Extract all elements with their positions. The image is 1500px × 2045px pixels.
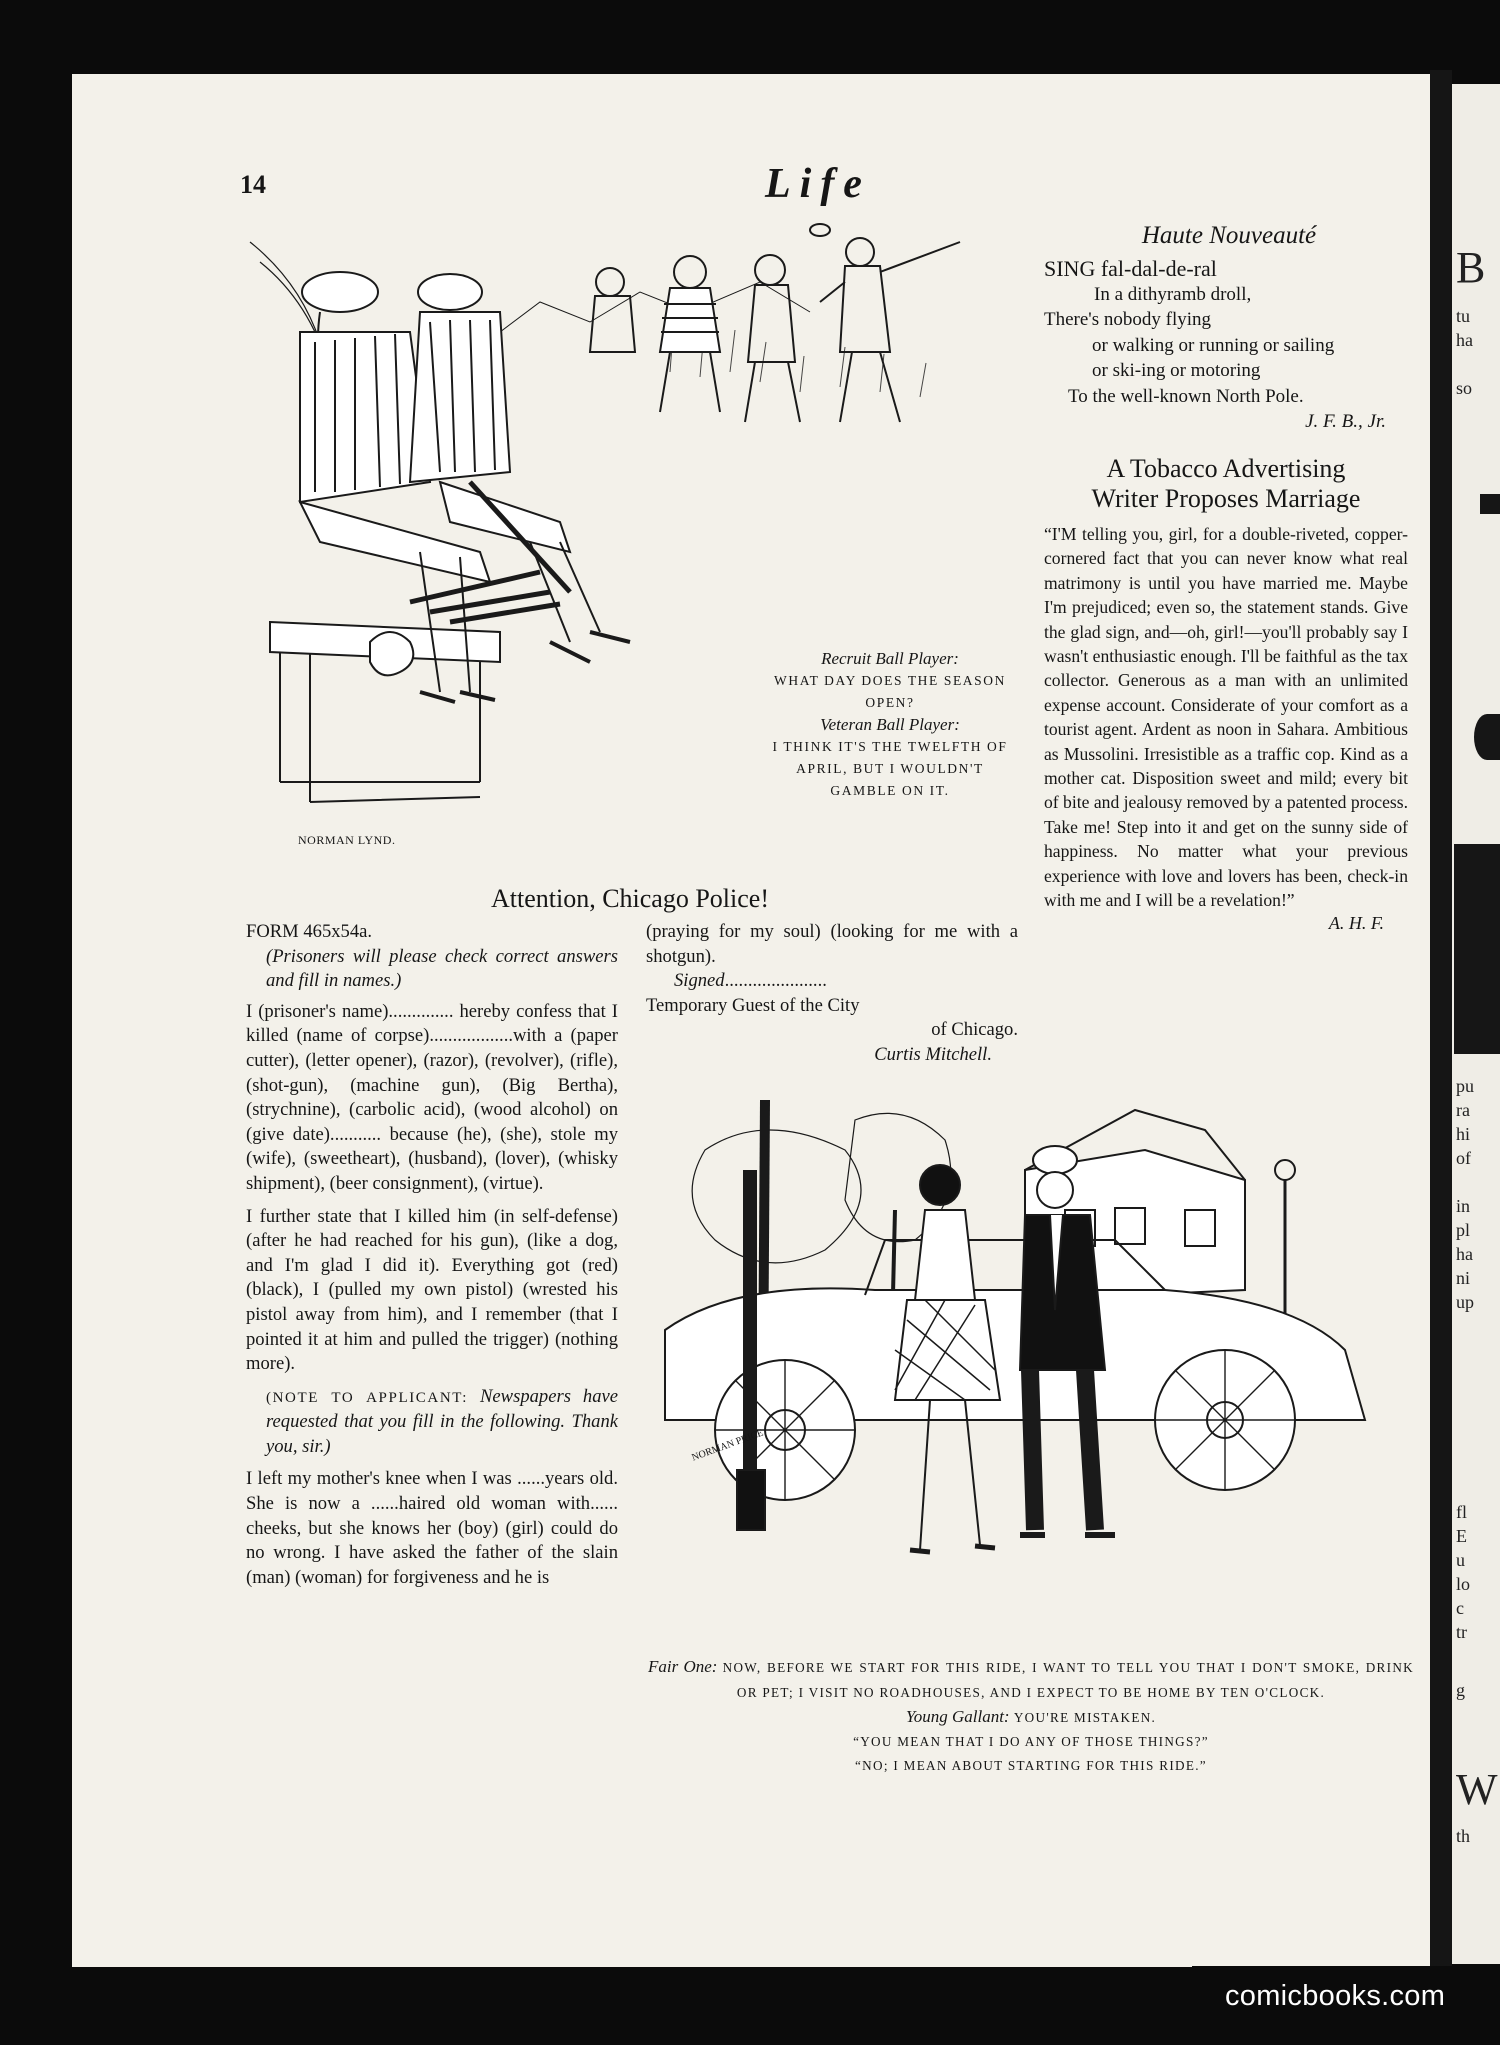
next-page-fragment: ra (1456, 1100, 1470, 1120)
poem-line: or ski-ing or motoring (1092, 360, 1261, 381)
next-page-ink (1454, 844, 1500, 1054)
next-page-fragment: ni (1456, 1268, 1471, 1288)
caption-speaker: Veteran Ball Player: (820, 715, 960, 734)
next-page-fragment: pu (1456, 1076, 1474, 1096)
next-page-fragment: hi (1456, 1124, 1471, 1144)
artist-signature: NORMAN LYND. (298, 833, 396, 847)
poem-line: To the well-known North Pole. (1068, 385, 1304, 407)
caption-line: “YOU MEAN THAT I DO ANY OF THOSE THINGS?” (853, 1734, 1209, 1749)
form-instructions: (Prisoners will please check correct answers and fill in names.) (266, 945, 618, 992)
article-title: Attention, Chicago Police! (490, 884, 769, 913)
next-page-fragment: of (1456, 1148, 1471, 1168)
poem-title: Haute Nouveauté (1141, 222, 1317, 249)
article-title-line: Writer Proposes Marriage (1091, 484, 1361, 513)
next-page-edge (1452, 84, 1500, 1964)
caption-speaker: Recruit Ball Player: (821, 649, 959, 668)
author: Curtis Mitchell. (874, 1043, 992, 1065)
caption-text: YOU'RE MISTAKEN. (1013, 1710, 1157, 1725)
car-cartoon-illustration (645, 1090, 1410, 1655)
next-page-fragment: fl (1456, 1502, 1467, 1522)
police-article-column-2 (646, 920, 1018, 1068)
caption-speaker: Fair One: (648, 1657, 718, 1676)
next-page-ink (1480, 494, 1500, 514)
caption-line: WHAT DAY DOES THE SEASON OPEN? (774, 673, 1006, 710)
next-page-fragment: lo (1456, 1574, 1471, 1594)
watermark: comicbooks.com (1225, 1980, 1446, 2012)
next-page-fragment: E (1456, 1526, 1467, 1546)
next-page-fragment: ha (1456, 330, 1473, 350)
next-page-fragment: so (1456, 378, 1473, 398)
article-signature: A. H. F. (1328, 912, 1384, 933)
next-page-fragment: pl (1456, 1220, 1471, 1240)
page-gutter (1430, 70, 1452, 1970)
next-page-fragment: up (1456, 1292, 1474, 1312)
masthead-logo: Life (765, 161, 871, 207)
artist-signature: NORMAN PRICE (690, 1427, 765, 1464)
guest-line: of Chicago. (931, 1019, 1018, 1041)
poem-haute-nouveaute (1044, 222, 1414, 435)
signed-label: Signed (674, 970, 725, 992)
paragraph: I further state that I killed him (in self-defense) (after he had reached for his gun), (like a dog, and I'm glad I did it). Everything got (red) (black), I (pulled my own pistol) (wrested his pistol away from him), and I remember (that I pointed it at him and pulled the trigger) (nothing more). (246, 1205, 618, 1375)
next-page-fragment: tr (1456, 1622, 1467, 1642)
next-page-fragment: in (1456, 1196, 1471, 1216)
article-title (1044, 454, 1408, 514)
note-to-applicant (246, 1385, 618, 1460)
next-page-fragment: ha (1456, 1244, 1473, 1264)
next-page-fragment: th (1456, 1826, 1471, 1846)
next-page-fragment: g (1456, 1680, 1465, 1700)
article-title-line: A Tobacco Advertising (1106, 454, 1346, 483)
signed-blank: ...................... (724, 970, 827, 992)
police-article-column-1 (246, 920, 618, 1590)
form-line: FORM 465x54a. (246, 921, 373, 942)
caption-line: “NO; I MEAN ABOUT STARTING FOR THIS RIDE.” (855, 1758, 1207, 1773)
paragraph: I (prisoner's name).............. hereby confess that I killed (name of corpse)..................with a (paper cutter), (letter opener), (razor), (revolver), (rifle), (shot-gun), (machine gun), (Big Bertha), (strychnine), (carbolic acid), (wood alcohol) on (give date)........... because (he), (she), stole my (wife), (sweetheart), (husband), (lover), (whisky shipment), (beer consignment), (virtue). (246, 1000, 618, 1194)
poem-line: or walking or running or sailing (1092, 334, 1335, 356)
caption-line: I THINK IT'S THE TWELFTH OF APRIL, BUT I WOULDN'T GAMBLE ON IT. (772, 739, 1008, 798)
poem-line: In a dithyramb droll, (1094, 283, 1252, 305)
next-page-fragment: u (1456, 1550, 1465, 1570)
next-page-fragment: B (1456, 243, 1486, 292)
poem-line: There's nobody flying (1044, 309, 1212, 330)
car-cartoon-caption (648, 1655, 1414, 1778)
next-page-fragment: c (1456, 1598, 1464, 1618)
note-label: (NOTE TO APPLICANT: (266, 1389, 469, 1406)
caption-speaker: Young Gallant: (905, 1707, 1010, 1726)
next-page-fragment: tu (1456, 306, 1471, 326)
article-body: “I'M telling you, girl, for a double-riveted, copper-cornered fact that you can never know what real matrimony is until you have married me. Maybe I'm prejudiced; even so, the statement stands. Give the glad sign, and—oh, girl!—you'll probably say I wasn't enthusiastic enough. I'll be faithful as the tax collector. Generous as a man with an unlimited expense account. Considerate of your comfort as a tourist agent. Ardent as noon in Sahara. Ambitious as Mussolini. Irresistible as a traffic cop. Kind as a mother cat. Disposition sweet and mild; every bit of bite and jealousy removed by a patented process. Take me! Step into it and get on the sunny side of happiness. No matter what your previous experience with love and lovers has been, check-in with me and I will be a revelation!” (1044, 524, 1408, 911)
poem-line: SING fal-dal-de-ral (1044, 256, 1217, 281)
caption-line (648, 1705, 1414, 1730)
paragraph: I left my mother's knee when I was ......years old. She is now a ......haired old woman with...... cheeks, but she knows her (boy) (girl) could do no wrong. I have asked the father of the slain (man) (woman) for forgiveness and he is (246, 1468, 618, 1588)
poem-signature: J. F. B., Jr. (1305, 411, 1386, 432)
paragraph: (praying for my soul) (looking for me with a shotgun). (646, 921, 1018, 967)
guest-line: Temporary Guest of the City (646, 994, 860, 1016)
note-text: Newspapers have requested that you fill in the following. Thank you, sir.) (266, 1385, 618, 1457)
page-number: 14 (240, 170, 266, 199)
caption-text: NOW, BEFORE WE START FOR THIS RIDE, I WANT TO TELL YOU THAT I DON'T SMOKE, DRINK OR PET; I VISIT NO ROADHOUSES, AND I EXPECT TO BE HOME BY TEN O'CLOCK. (722, 1660, 1414, 1700)
tobacco-article (1044, 454, 1408, 934)
next-page-ink (1474, 714, 1500, 760)
next-page-fragment: W (1456, 1765, 1498, 1814)
signed-line (646, 969, 1018, 994)
caption-line (648, 1655, 1414, 1705)
baseball-cartoon-caption (770, 648, 1010, 802)
